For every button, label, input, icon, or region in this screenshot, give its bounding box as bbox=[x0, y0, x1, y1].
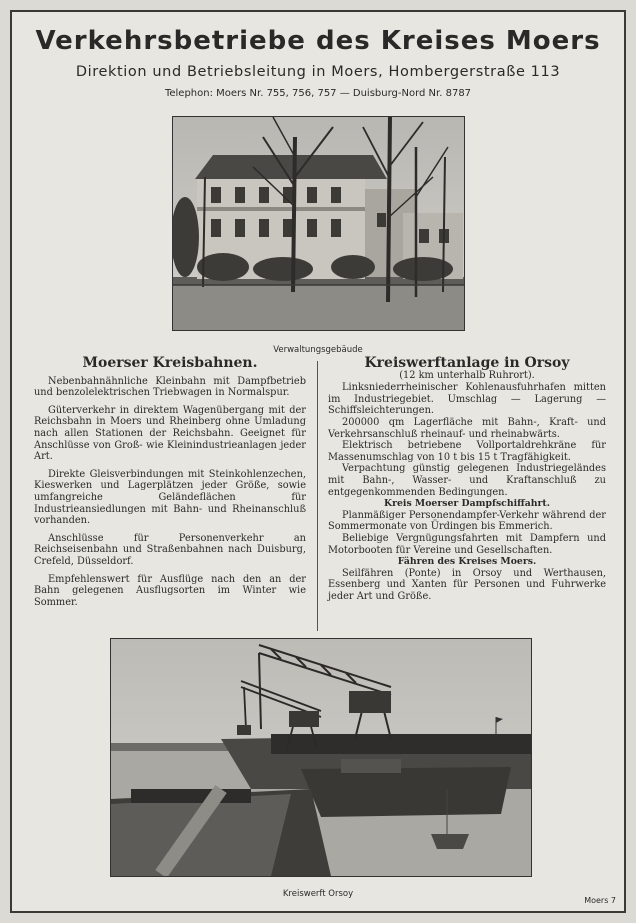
photo-caption-top: Verwaltungsgebäude bbox=[273, 345, 363, 355]
page bbox=[10, 10, 626, 913]
page-number: Moers 7 bbox=[584, 896, 616, 905]
right-paragraph: Planmäßiger Personendampfer-Verkehr während der Sommermonate von Ürdingen bis Emmerich. bbox=[328, 509, 606, 533]
column-divider bbox=[317, 361, 318, 631]
right-paragraph: Beliebige Vergnügungsfahrten mit Dampfern und Motorbooten für Vereine und Gesellschaften. bbox=[328, 532, 606, 556]
photo-caption-bottom: Kreiswerft Orsoy bbox=[282, 889, 354, 899]
page-subtitle: Direktion und Betriebsleitung in Moers, Hombergerstraße 113 bbox=[75, 64, 561, 80]
administration-building-photo bbox=[172, 116, 465, 331]
left-heading: Moerser Kreisbahnen. bbox=[82, 355, 258, 371]
shipyard-photo bbox=[110, 638, 532, 877]
right-subheading: (12 km unterhalb Ruhrort). bbox=[399, 369, 535, 381]
left-paragraph: Direkte Gleisverbindungen mit Steinkohlenzechen, Kieswerken und Lagerplätzen jeder Größe, sowie umfangreiche Geländeflächen für Industrieansiedlungen mit Bahn- und Rheinanschluß vorhanden. bbox=[34, 468, 306, 527]
right-paragraph: Elektrisch betriebene Vollportaldrehkräne für Massenumschlag von 10 t bis 15 t Tragfähigkeit. bbox=[328, 440, 606, 463]
left-paragraph: Güterverkehr in direktem Wagenübergang mit der Reichsbahn in Moers und Rheinberg ohne Umladung nach allen Stationen der Reichsbahn. Geeignet für Anschlüsse von Groß- wie Kleinindustrieanlagen jeder Art. bbox=[34, 404, 306, 463]
left-paragraph: Empfehlenswert für Ausflüge nach den an der Bahn gelegenen Ausflugsorten im Winter wie Sommer. bbox=[34, 573, 306, 608]
left-column bbox=[34, 355, 306, 614]
right-paragraph: Seilfähren (Ponte) in Orsoy und Werthausen, Essenberg und Xanten für Personen und Fuhrwerke jeder Art und Größe. bbox=[328, 567, 606, 602]
telephone-line: Telephon: Moers Nr. 755, 756, 757 — Duisburg-Nord Nr. 8787 bbox=[164, 88, 472, 99]
left-paragraph: Nebenbahnähnliche Kleinbahn mit Dampfbetrieb und benzolelektrischen Triebwagen in Normalspur. bbox=[34, 375, 306, 399]
ferries-heading: Fähren des Kreises Moers. bbox=[397, 556, 537, 568]
right-paragraph: Verpachtung günstig gelegenen Industriegeländes mit Bahn-, Wasser- und Kraftanschluß zu entgegenkommenden Bedingungen. bbox=[328, 463, 606, 498]
page-title: Verkehrsbetriebe des Kreises Moers bbox=[35, 26, 601, 56]
right-column bbox=[328, 355, 606, 602]
left-paragraph: Anschlüsse für Personenverkehr an Reichseisenbahn und Straßenbahnen nach Duisburg, Crefeld, Düsseldorf. bbox=[34, 532, 306, 567]
steamship-heading: Kreis Moerser Dampfschiffahrt. bbox=[384, 498, 550, 510]
right-heading: Kreiswerftanlage in Orsoy bbox=[364, 355, 570, 371]
right-paragraph: Linksniederrheinischer Kohlenausfuhrhafen mitten im Industriegebiet. Umschlag — Lagerung — Schiffsleichterungen. bbox=[328, 382, 606, 417]
right-paragraph: 200000 qm Lagerfläche mit Bahn-, Kraft- und Verkehrsanschluß rheinauf- und rheinabwärts. bbox=[328, 416, 606, 440]
